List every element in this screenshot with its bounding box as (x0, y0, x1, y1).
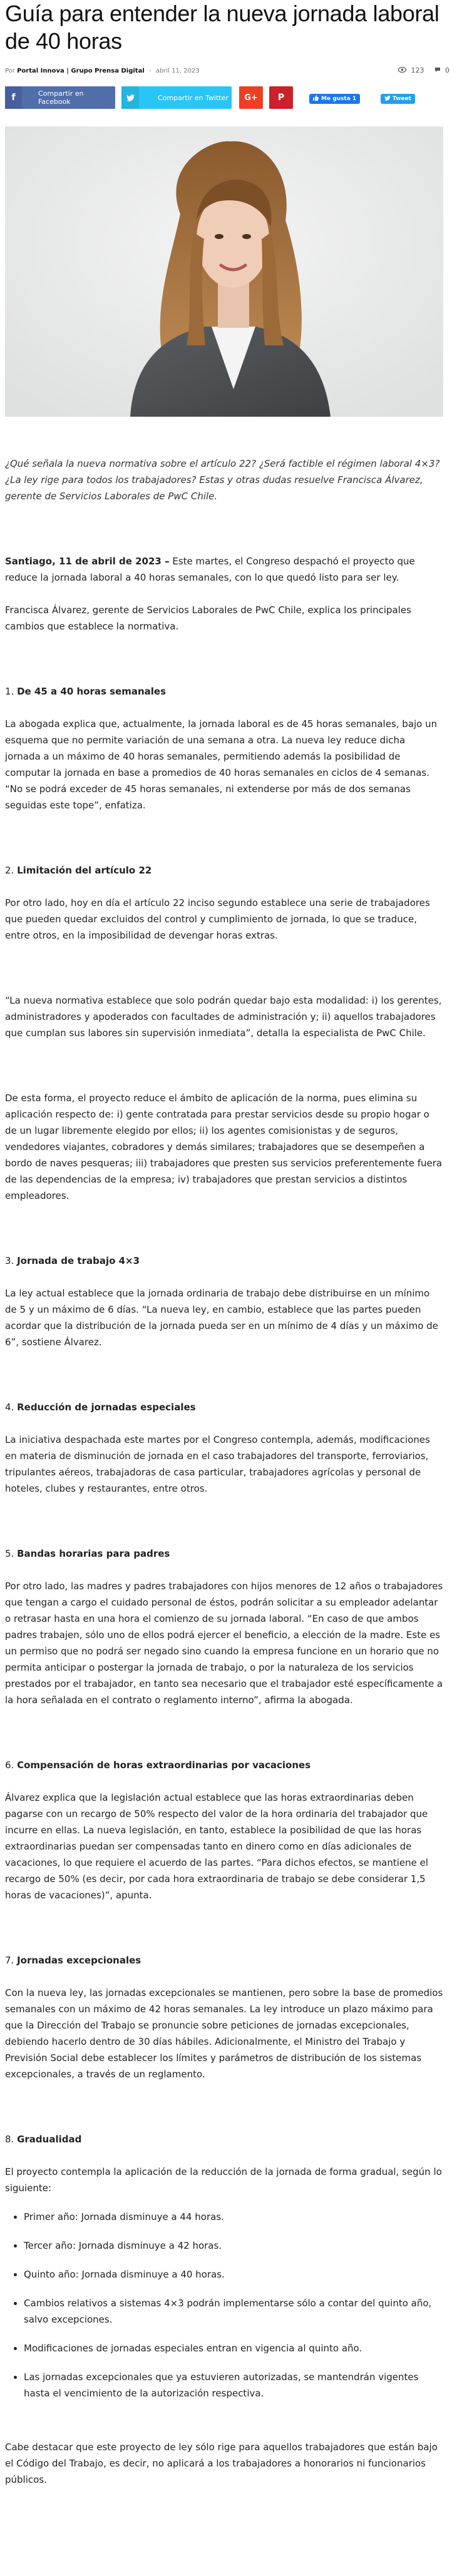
section-number: 2. (5, 865, 14, 876)
list-item: • Primer año: Jornada disminuye a 44 horas. (24, 2209, 443, 2225)
share-twitter-button[interactable] (121, 86, 232, 109)
paragraph: Con la nueva ley, las jornadas excepcionales se mantienen, pero sobre la base de promedios semanales con un máximo de 42 horas semanales. La ley introduce un plazo máximo para que la Dirección del Trabajo se pronuncie sobre peticiones de jornadas excepcionales, debiendo hacerlo dentro de 30 días hábiles. Adicionalmente, el Ministro del Trabajo y Previsión Social debe establecer los límites y parámetros de distribución de los sistemas excepcionales, a través de un reglamento. (5, 1987, 443, 2080)
thumbs-up-icon (313, 95, 319, 103)
section-title: Jornadas excepcionales (17, 1955, 141, 1966)
section-heading-6 (5, 1757, 443, 1773)
like-label: Me gusta 1 (321, 96, 357, 102)
paragraph: La ley actual establece que la jornada ordinaria de trabajo debe distribuirse en un mínimo de 5 y un máximo de 6 días. “La nueva ley, en cambio, establece que las partes pueden acordar que la distribución de la jornada pueda ser en un mínimo de 4 días y un máximo de 6”, sostiene Álvarez. (5, 1288, 438, 1348)
article-lead: ¿Qué señala la nueva normativa sobre el artículo 22? ¿Será factible el régimen laboral 4×3? ¿La ley rige para todos los trabajadores? Estas y otras dudas resuelve Francisca Álvarez, gerente de Servicios Laborales de PwC Chile. (5, 458, 440, 502)
author-link[interactable]: Portal Innova | Grupo Prensa Digital (17, 68, 145, 74)
article-title: Guía para entender la nueva jornada laboral de 40 horas (5, 1, 439, 54)
article-body (5, 456, 443, 2488)
pinterest-icon: P (277, 93, 285, 103)
section-heading-7 (5, 1952, 443, 1968)
share-twitter-label: Compartir en Twitter (158, 93, 228, 102)
twitter-icon (121, 86, 139, 109)
gradualidad-list (5, 2209, 443, 2401)
comment-icon (434, 66, 443, 74)
list-item: • Las jornadas excepcionales que ya estuvieren autorizadas, se mantendrán vigentes hasta el vencimiento de la autorización respectiva. (24, 2369, 443, 2401)
tweet-button[interactable] (381, 94, 415, 104)
section-heading-3 (5, 1253, 443, 1269)
paragraph: El proyecto contempla la aplicación de la reducción de la jornada de forma gradual, según lo siguiente: (5, 2166, 442, 2194)
section-title: Bandas horarias para padres (17, 1548, 170, 1559)
views-count: 123 (411, 66, 424, 74)
list-item: • Cambios relativos a sistemas 4×3 podrán implementarse sólo a contar del quinto año, salvo excepciones. (24, 2295, 443, 2328)
portrait-photo (5, 126, 443, 417)
section-title: Jornada de trabajo 4×3 (17, 1255, 140, 1266)
section-number: 7. (5, 1955, 14, 1966)
share-pinterest-button[interactable] (269, 86, 293, 109)
list-item: • Tercer año: Jornada disminuye a 42 horas. (24, 2237, 443, 2254)
quote-paragraph: “La nueva normativa establece que solo podrán quedar bajo esta modalidad: i) los gerentes, administradores y apoderados con facultades de administración y; ii) aquellos trabajadores que cumplan sus labores sin supervisión inmediata”, detalla la especialista de PwC Chile. (5, 995, 442, 1039)
comments-count: 0 (445, 66, 449, 74)
paragraph: De esta forma, el proyecto reduce el ámbito de aplicación de la norma, pues elimina su aplicación respecto de: i) gente contratada para prestar servicios desde su propio hogar o de un lugar libremente elegido por ellos; ii) los agentes comisionistas y de seguros, vendedores viajantes, cobradores y demás similares; trabajadores que se desempeñen a bordo de naves pesqueras; iii) trabajadores que presten sus servicios preferentemente fuera de las dependencias de la empresa; iv) trabajadores que prestan servicios a distintos empleadores. (5, 1092, 443, 1201)
list-item: • Quinto año: Jornada disminuye a 40 horas. (24, 2266, 443, 2283)
paragraph: Por otro lado, hoy en día el artículo 22 inciso segundo establece una serie de trabajadores que pueden quedar excluidos del control y cumplimiento de jornada, lo que se traduce, entre otros, en la imposibilidad de devengar horas extras. (5, 897, 430, 941)
googleplus-icon: G+ (244, 93, 258, 103)
publish-date: abril 11, 2023 (155, 68, 200, 74)
section-number: 8. (5, 2134, 14, 2145)
section-heading-5 (5, 1545, 443, 1562)
paragraph: La iniciativa despachada este martes por el Congreso contempla, además, modificaciones en materia de disminución de jornada en el caso trabajadores del transporte, ferroviarios, tripulantes aéreos, trabajadoras de casa particular, trabajadores agrícolas y personal de hoteles, clubes y restaurantes, entre otros. (5, 1434, 430, 1494)
share-facebook-label: Compartir en Facebook (38, 89, 84, 106)
tweet-bird-icon (384, 96, 391, 103)
dateline: Santiago, 11 de abril de 2023 – (5, 556, 170, 567)
closing-paragraph: Cabe destacar que este proyecto de ley sólo rige para aquellos trabajadores que están bajo el Código del Trabajo, es decir, no aplicará a los trabajadores a honorarios ni funcionarios públicos. (5, 2441, 438, 2485)
facebook-icon: f (5, 86, 22, 109)
tweet-label: Tweet (393, 96, 411, 102)
section-heading-1 (5, 683, 443, 700)
section-heading-4 (5, 1399, 443, 1415)
share-bar (5, 86, 443, 109)
section-heading-8 (5, 2131, 443, 2147)
share-facebook-button[interactable] (5, 86, 115, 109)
byline-separator: - (148, 68, 151, 74)
paragraph: La abogada explica que, actualmente, la jornada laboral es de 45 horas semanales, bajo un esquema que no permite variación de una semana a otra. La nueva ley reduce dicha jornada a un máximo de 40 horas semanales, permitiendo además la posibilidad de computar la jornada en base a promedios de 40 horas semanales en ciclos de 4 semanas. “No se podrá exceder de 45 horas semanales, ni extenderse por más de dos semanas seguidas este tope”, enfatiza. (5, 718, 438, 811)
paragraph (5, 553, 443, 586)
section-number: 5. (5, 1548, 14, 1559)
section-number: 6. (5, 1759, 14, 1771)
eye-icon (398, 66, 409, 74)
byline (5, 68, 200, 74)
paragraph: Álvarez explica que la legislación actual establece que las horas extraordinarias deben pagarse con un recargo de 50% respecto del valor de la hora ordinaria del trabajador que incurre en ellas. La nueva legislación, en tanto, establece la posibilidad de que las horas extraordinarias puedan ser compensadas tanto en dinero como en días adicionales de vacaciones, lo que requiere el acuerdo de las partes. “Para dichos efectos, se mantiene el recargo de 50% (es decir, por cada hora extraordinaria de trabajo se debe considerar 1,5 horas de vacaciones)”, apunta. (5, 1792, 429, 1901)
share-googleplus-button[interactable] (239, 86, 263, 109)
paragraph-text: Este martes, el Congreso despachó el proyecto que reduce la jornada laboral a 40 horas semanales, con lo que quedó listo para ser ley. (5, 556, 415, 583)
paragraph: Por otro lado, las madres y padres trabajadores con hijos menores de 12 años o trabajadores que tengan a cargo el cuidado personal de éstos, podrán solicitar a su empleador adelantar o retrasar hasta en una hora el comienzo de su jornada laboral. “En caso de que ambos padres trabajen, sólo uno de ellos podrá ejercer el beneficio, a elección de la madre. Este es un permiso que no podrá ser negado sino cuando la empresa funcione en un horario que no permita anticipar o postergar la jornada de trabajo, o por la naturaleza de los servicios prestados por el trabajador, en tanto sea necesario que el trabajador esté específicamente a la hora señalada en el contrato o reglamento interno”, afirma la abogada. (5, 1581, 443, 1706)
section-heading-2 (5, 862, 443, 878)
section-title: Compensación de horas extraordinarias por vacaciones (17, 1759, 311, 1771)
article-stats (398, 66, 449, 74)
section-title: Gradualidad (17, 2134, 82, 2145)
byline-prefix: Por (5, 68, 15, 74)
section-title: Reducción de jornadas especiales (17, 1402, 196, 1413)
featured-image (5, 126, 443, 417)
views-count-group (398, 66, 424, 74)
comments-count-group[interactable] (434, 66, 450, 74)
section-number: 3. (5, 1255, 14, 1266)
section-number: 1. (5, 686, 14, 697)
list-item: • Modificaciones de jornadas especiales entran en vigencia al quinto año. (24, 2340, 443, 2356)
facebook-like-button[interactable] (309, 94, 360, 104)
paragraph: Francisca Álvarez, gerente de Servicios Laborales de PwC Chile, explica los principales cambios que establece la normativa. (5, 604, 411, 632)
section-title: Limitación del artículo 22 (17, 865, 152, 876)
section-title: De 45 a 40 horas semanales (17, 686, 167, 697)
section-number: 4. (5, 1402, 14, 1413)
